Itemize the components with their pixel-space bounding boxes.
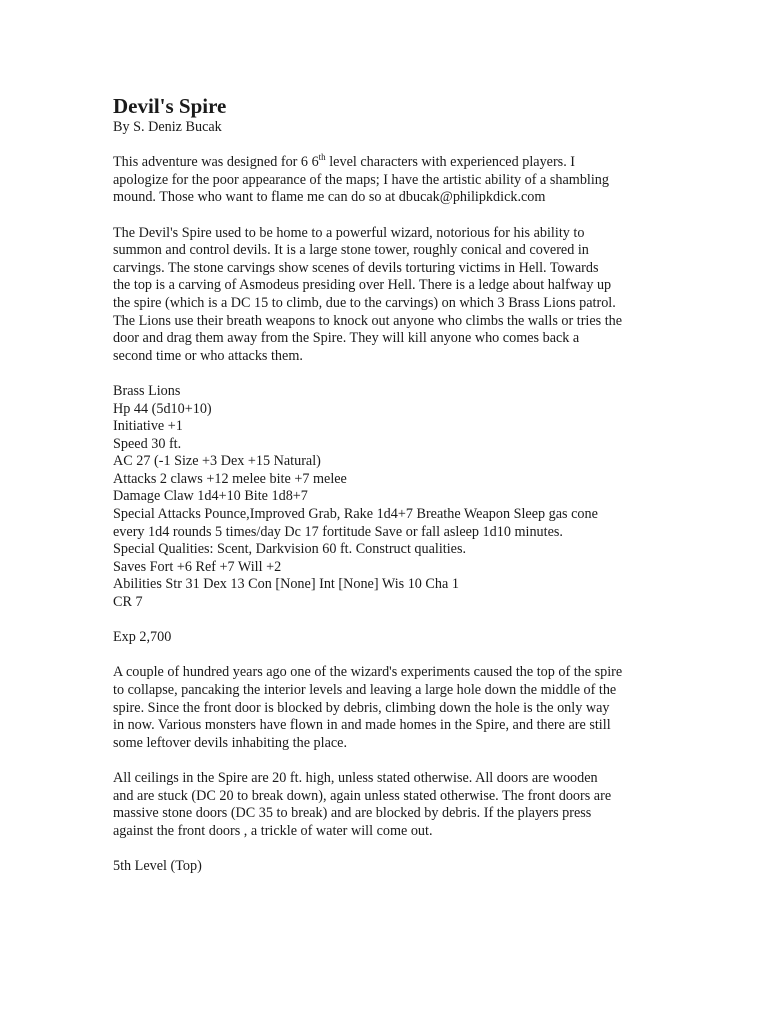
paragraph-line: and are stuck (DC 20 to break down), again unless stated otherwise. The front doors are — [113, 787, 612, 804]
document-title: Devil's Spire — [113, 94, 227, 118]
paragraph-line: door and drag them away from the Spire. They will kill anyone who comes back a — [113, 330, 580, 347]
paragraph-line: some leftover devils inhabiting the place. — [113, 734, 348, 751]
intro-line — [113, 154, 673, 172]
level-heading: 5th Level (Top) — [113, 857, 202, 874]
intro-paragraph — [113, 154, 673, 207]
intro-line: mound. Those who want to flame me can do so at dbucak@philipkdick.com — [113, 189, 546, 206]
paragraph-line: the top is a carving of Asmodeus presiding over Hell. There is a ledge about halfway up — [113, 277, 612, 294]
statblock-name: Brass Lions — [113, 382, 181, 399]
statblock-line: Attacks 2 claws +12 melee bite +7 melee — [113, 470, 347, 487]
brass-lions-statblock — [113, 383, 673, 612]
intro-text: level characters with experienced players. I — [325, 154, 576, 171]
paragraph-line: second time or who attacks them. — [113, 347, 303, 364]
paragraph-line: to collapse, pancaking the interior levels and leaving a large hole down the middle of the — [113, 682, 617, 698]
paragraph-line: the spire (which is a DC 15 to climb, due to the carvings) on which 3 Brass Lions patrol. — [113, 294, 616, 311]
paragraph-line: massive stone doors (DC 35 to break) and are blocked by debris. If the players press — [113, 805, 592, 822]
statblock-line: Saves Fort +6 Ref +7 Will +2 — [113, 558, 282, 575]
paragraph-line: spire. Since the front door is blocked by debris, climbing down the hole is the only way — [113, 699, 610, 716]
ordinal-superscript: th — [318, 152, 326, 163]
statblock-line: Abilities Str 31 Dex 13 Con [None] Int [None] Wis 10 Cha 1 — [113, 576, 459, 593]
experience-value: Exp 2,700 — [113, 629, 172, 646]
statblock-line: Initiative +1 — [113, 418, 183, 435]
paragraph-line: The Devil's Spire used to be home to a powerful wizard, notorious for his ability to — [113, 224, 585, 241]
collapse-paragraph — [113, 664, 673, 752]
author-byline: By S. Deniz Bucak — [113, 119, 222, 135]
statblock-line: AC 27 (-1 Size +3 Dex +15 Natural) — [113, 453, 321, 470]
statblock-line: Special Attacks Pounce,Improved Grab, Rake 1d4+7 Breathe Weapon Sleep gas cone — [113, 506, 598, 523]
statblock-line: Hp 44 (5d10+10) — [113, 400, 212, 417]
statblock-line: CR 7 — [113, 594, 143, 611]
paragraph-line: A couple of hundred years ago one of the wizard's experiments caused the top of the spire — [113, 664, 623, 681]
paragraph-line: The Lions use their breath weapons to knock out anyone who climbs the walls or tries the — [113, 312, 623, 329]
paragraph-line: All ceilings in the Spire are 20 ft. high, unless stated otherwise. All doors are wooden — [113, 769, 598, 786]
intro-text: This adventure was designed for 6 6 — [113, 154, 319, 171]
paragraph-line: summon and control devils. It is a large stone tower, roughly conical and covered in — [113, 242, 589, 259]
statblock-line: Special Qualities: Scent, Darkvision 60 ft. Construct qualities. — [113, 541, 467, 558]
paragraph-line: against the front doors , a trickle of water will come out. — [113, 822, 433, 839]
ceilings-paragraph — [113, 770, 673, 840]
intro-line: apologize for the poor appearance of the maps; I have the artistic ability of a shambling — [113, 171, 609, 188]
statblock-line: Damage Claw 1d4+10 Bite 1d8+7 — [113, 488, 308, 505]
statblock-line: Speed 30 ft. — [113, 435, 182, 452]
statblock-line: every 1d4 rounds 5 times/day Dc 17 fortitude Save or fall asleep 1d10 minutes. — [113, 523, 563, 540]
paragraph-line: in now. Various monsters have flown in and made homes in the Spire, and there are still — [113, 717, 611, 734]
paragraph-line: carvings. The stone carvings show scenes of devils torturing victims in Hell. Towards — [113, 259, 599, 276]
spire-description-paragraph — [113, 225, 673, 366]
document-page — [113, 93, 673, 893]
